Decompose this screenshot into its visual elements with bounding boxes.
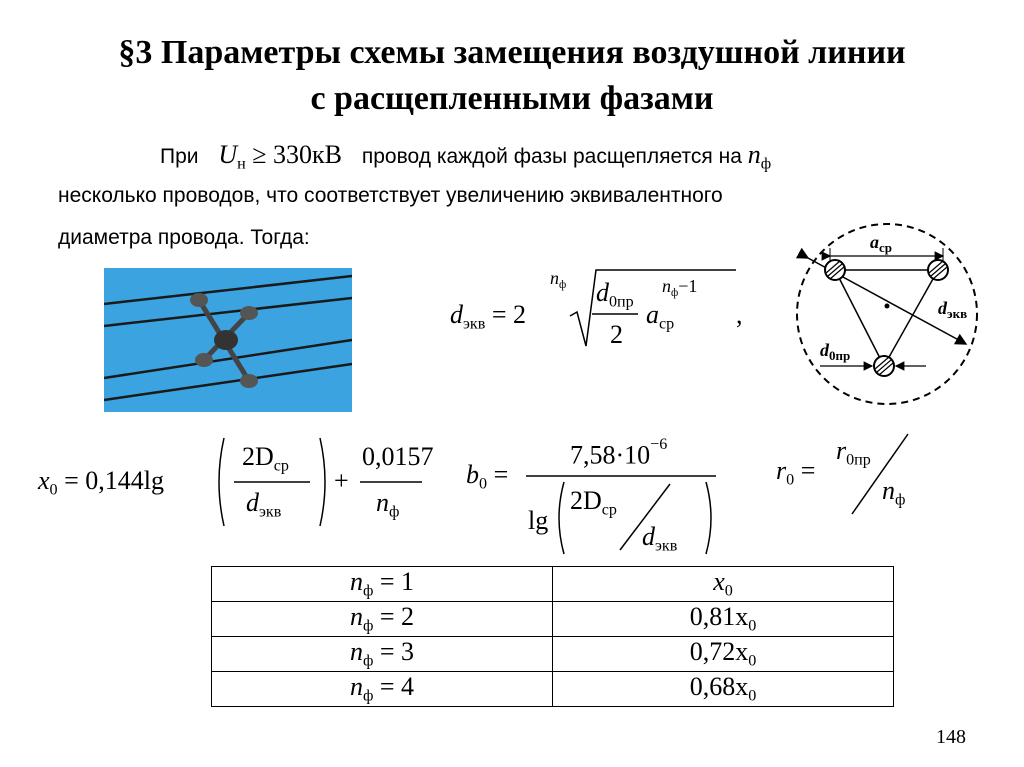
table-cell-value: $0,68x_0$ xyxy=(553,672,894,707)
conductor-right xyxy=(928,260,948,280)
title-line-2: с расщепленными фазами xyxy=(310,80,714,117)
table-cell-value: $x_0$ xyxy=(553,567,894,602)
page-title xyxy=(0,30,1024,122)
text-split: провод каждой фазы расщепляется на xyxy=(361,145,742,168)
table-row xyxy=(212,672,894,707)
triangle-side-right xyxy=(884,270,938,366)
table-cell-n: $n_ф = 1$ xyxy=(212,567,553,602)
voltage-condition: $U_н \ge 330кВ$ xyxy=(218,140,343,173)
table-row xyxy=(212,637,894,672)
split-coefficient-table xyxy=(211,566,894,707)
table-cell-value: $0,81x_0$ xyxy=(553,602,894,637)
paragraph-line-3: диаметра провода. Тогда: xyxy=(58,226,310,249)
label-a-cp: $a_{ср}$ xyxy=(870,232,892,255)
table-cell-n: $n_ф = 2$ xyxy=(212,602,553,637)
paragraph-line-2: несколько проводов, что соответствует увеличению эквивалентного xyxy=(58,184,723,207)
table-row xyxy=(212,567,894,602)
cross-section-diagram xyxy=(790,216,984,412)
page-number: 148 xyxy=(936,726,966,748)
paragraph-line-1 xyxy=(160,140,771,174)
label-d-ekv: $d_{экв}$ xyxy=(938,298,968,321)
table-cell-value: $0,72x_0$ xyxy=(553,637,894,672)
table-row xyxy=(212,602,894,637)
title-line-1: §3 Параметры схемы замещения воздушной линии xyxy=(118,34,906,71)
table-cell-n: $n_ф = 4$ xyxy=(212,672,553,707)
text-pri: При xyxy=(160,145,199,168)
split-wire-photo xyxy=(104,268,352,412)
table-cell-n: $n_ф = 3$ xyxy=(212,637,553,672)
conductor-left xyxy=(825,260,845,280)
n-phase-symbol: $n_ф$ xyxy=(747,140,772,173)
conductor-bottom xyxy=(874,356,894,376)
label-d0-pr: $d_{0пр}$ xyxy=(820,340,851,363)
